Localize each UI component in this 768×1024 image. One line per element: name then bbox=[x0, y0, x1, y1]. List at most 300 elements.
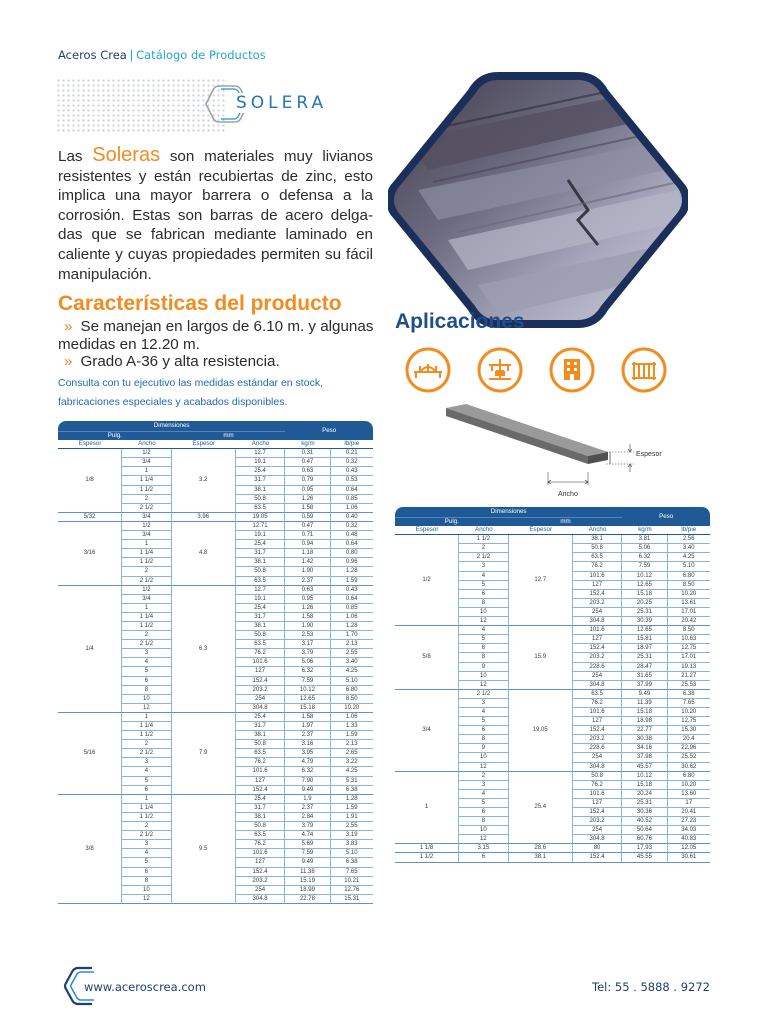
table-row bbox=[58, 449, 373, 458]
cell-ancho-mm: 152.4 bbox=[236, 677, 286, 686]
cell-ancho: 5 bbox=[459, 799, 509, 808]
cell-espesor-mm: 4.8 bbox=[172, 522, 236, 586]
cell-lbpie: 0.43 bbox=[331, 467, 373, 476]
cell-ancho-mm: 304.8 bbox=[573, 835, 623, 844]
cell-ancho-mm: 31.7 bbox=[236, 549, 286, 558]
cell-espesor: 1/2 bbox=[395, 535, 459, 626]
dimensions-table-1 bbox=[58, 421, 373, 904]
phone-number: Tel: 55 . 5888 . 9272 bbox=[592, 980, 710, 994]
cell-lbpie: 3.40 bbox=[331, 658, 373, 667]
cell-ancho-mm: 19.1 bbox=[236, 595, 286, 604]
cell-lbpie: 6.80 bbox=[668, 772, 710, 781]
cell-ancho-mm: 254 bbox=[236, 886, 286, 895]
cell-kgm: 1.42 bbox=[285, 558, 330, 567]
cell-espesor-mm: 28.6 bbox=[509, 844, 573, 853]
cell-espesor: 5/8 bbox=[395, 626, 459, 690]
cell-ancho: 1 bbox=[122, 795, 172, 804]
cell-ancho-mm: 50.8 bbox=[573, 772, 623, 781]
cell-kgm: 7.59 bbox=[622, 562, 667, 571]
cell-ancho: 3 bbox=[459, 781, 509, 790]
cell-lbpie: 0.64 bbox=[331, 486, 373, 495]
cell-ancho-mm: 50.8 bbox=[236, 631, 286, 640]
cell-lbpie: 7.65 bbox=[331, 868, 373, 877]
cell-ancho-mm: 304.8 bbox=[573, 681, 623, 690]
cell-lbpie: 1.06 bbox=[331, 504, 373, 513]
cell-kgm: 3.79 bbox=[285, 822, 330, 831]
cell-lbpie: 12.05 bbox=[668, 844, 710, 853]
cell-kgm: 3.16 bbox=[285, 740, 330, 749]
cell-lbpie: 6.80 bbox=[668, 572, 710, 581]
cell-ancho: 1 1/4 bbox=[122, 476, 172, 485]
cell-ancho-mm: 152.4 bbox=[236, 868, 286, 877]
cell-espesor-mm: 25.4 bbox=[509, 772, 573, 845]
cell-lbpie: 7.65 bbox=[668, 699, 710, 708]
cell-lbpie: 15.30 bbox=[668, 726, 710, 735]
cell-ancho-mm: 101.6 bbox=[236, 658, 286, 667]
cell-ancho-mm: 38.1 bbox=[236, 813, 286, 822]
cell-ancho-mm: 38.1 bbox=[573, 535, 623, 544]
cell-kgm: 31.65 bbox=[622, 672, 667, 681]
cell-kgm: 11.38 bbox=[285, 868, 330, 877]
cell-lbpie: 25.53 bbox=[668, 681, 710, 690]
cell-kgm: 3.81 bbox=[622, 535, 667, 544]
cell-ancho: 5 bbox=[459, 581, 509, 590]
cell-espesor-mm: 6.3 bbox=[172, 586, 236, 713]
header-brand bbox=[58, 48, 266, 62]
cell-kgm: 0.63 bbox=[285, 586, 330, 595]
cell-ancho-mm: 203.2 bbox=[573, 735, 623, 744]
cell-lbpie: 17 bbox=[668, 799, 710, 808]
cell-kgm: 15.81 bbox=[622, 635, 667, 644]
cell-ancho-mm: 63.5 bbox=[236, 749, 286, 758]
cell-ancho-mm: 254 bbox=[236, 695, 286, 704]
cell-lbpie: 5.10 bbox=[331, 849, 373, 858]
cell-ancho-mm: 50.8 bbox=[573, 544, 623, 553]
cell-ancho: 4 bbox=[459, 790, 509, 799]
cell-lbpie: 0.64 bbox=[331, 540, 373, 549]
cell-lbpie: 1.06 bbox=[331, 713, 373, 722]
fence-icon bbox=[621, 347, 667, 393]
cell-ancho-mm: 152.4 bbox=[236, 786, 286, 795]
cell-ancho-mm: 254 bbox=[573, 753, 623, 762]
cell-ancho-mm: 101.6 bbox=[573, 790, 623, 799]
cell-lbpie: 27.23 bbox=[668, 817, 710, 826]
cell-ancho: 2 bbox=[122, 631, 172, 640]
cell-ancho: 9 bbox=[459, 663, 509, 672]
cell-kgm: 20.25 bbox=[622, 599, 667, 608]
cell-kgm: 2.37 bbox=[285, 731, 330, 740]
cell-ancho-mm: 203.2 bbox=[573, 599, 623, 608]
cell-lbpie: 3.22 bbox=[331, 758, 373, 767]
cell-kgm: 9.49 bbox=[622, 690, 667, 699]
cell-kgm: 17.93 bbox=[622, 844, 667, 853]
cell-ancho: 5 bbox=[459, 635, 509, 644]
cell-espesor-mm: 15.9 bbox=[509, 626, 573, 690]
cell-ancho: 8 bbox=[459, 817, 509, 826]
cell-ancho-mm: 304.8 bbox=[236, 704, 286, 713]
cell-kgm: 15.18 bbox=[285, 704, 330, 713]
cell-ancho-mm: 228.6 bbox=[573, 744, 623, 753]
cell-ancho-mm: 25.4 bbox=[236, 795, 286, 804]
cell-ancho: 8 bbox=[459, 735, 509, 744]
cell-kgm: 5.06 bbox=[622, 544, 667, 553]
cell-lbpie: 1.28 bbox=[331, 567, 373, 576]
cell-kgm: 34.16 bbox=[622, 744, 667, 753]
cell-ancho-mm: 80 bbox=[573, 844, 623, 853]
cell-kgm: 9.49 bbox=[285, 858, 330, 867]
cell-ancho-mm: 38.1 bbox=[236, 622, 286, 631]
characteristics-title: Características del producto bbox=[58, 292, 342, 315]
cell-kgm: 3.79 bbox=[285, 649, 330, 658]
intro-body: son materiales muy livianos resistentes y están recubiertas de zinc, esto implica una mayor barrera o defensa a la corrosión. Estas son barras de acero delga-das que se fabrican mediante laminado en caliente y cuyas propiedades permiten su fácil manipulación. bbox=[58, 148, 373, 283]
cell-ancho-mm: 304.8 bbox=[236, 895, 286, 904]
cell-ancho-mm: 254 bbox=[573, 608, 623, 617]
cell-ancho: 3/4 bbox=[122, 458, 172, 467]
cell-ancho: 6 bbox=[459, 726, 509, 735]
table-row bbox=[395, 853, 710, 862]
cell-kgm: 40.52 bbox=[622, 817, 667, 826]
characteristics-list bbox=[58, 318, 378, 371]
cell-ancho-mm: 152.4 bbox=[573, 644, 623, 653]
cell-ancho: 2 bbox=[122, 495, 172, 504]
cell-ancho: 5 bbox=[459, 717, 509, 726]
cell-kgm: 0.95 bbox=[285, 486, 330, 495]
cell-lbpie: 3.40 bbox=[668, 544, 710, 553]
header-pulg: Pulg. bbox=[58, 431, 172, 440]
cell-ancho: 1 1/2 bbox=[122, 558, 172, 567]
cell-espesor: 3/16 bbox=[58, 522, 122, 586]
header-espesor-mm: Espesor bbox=[172, 440, 236, 449]
cell-ancho-mm: 152.4 bbox=[573, 808, 623, 817]
cell-ancho: 2 1/2 bbox=[122, 749, 172, 758]
cell-ancho: 1 bbox=[122, 713, 172, 722]
header-mm: mm bbox=[172, 431, 286, 440]
cell-ancho: 2 1/2 bbox=[459, 553, 509, 562]
cell-ancho-mm: 203.2 bbox=[573, 653, 623, 662]
cell-ancho-mm: 127 bbox=[573, 581, 623, 590]
cell-kgm: 10.12 bbox=[622, 772, 667, 781]
cell-ancho-mm: 38.1 bbox=[236, 486, 286, 495]
cell-ancho-mm: 76.2 bbox=[236, 649, 286, 658]
cell-lbpie: 19.13 bbox=[668, 663, 710, 672]
cell-kgm: 0.95 bbox=[285, 595, 330, 604]
cell-lbpie: 0.32 bbox=[331, 522, 373, 531]
cell-ancho: 4 bbox=[122, 767, 172, 776]
cell-ancho-mm: 203.2 bbox=[236, 686, 286, 695]
cell-ancho: 3 bbox=[122, 840, 172, 849]
cell-ancho-mm: 63.5 bbox=[236, 640, 286, 649]
cell-ancho-mm: 152.4 bbox=[573, 853, 623, 862]
cell-ancho: 2 bbox=[459, 544, 509, 553]
cell-kgm: 1.58 bbox=[285, 613, 330, 622]
cell-espesor: 1 1/8 bbox=[395, 844, 459, 853]
cell-ancho: 10 bbox=[459, 753, 509, 762]
cell-ancho-mm: 76.2 bbox=[236, 840, 286, 849]
cell-ancho-mm: 101.6 bbox=[573, 572, 623, 581]
cell-ancho: 5 bbox=[122, 858, 172, 867]
cell-kgm: 15.18 bbox=[622, 781, 667, 790]
building-icon bbox=[549, 347, 595, 393]
cell-ancho-mm: 63.5 bbox=[236, 831, 286, 840]
cell-ancho: 12 bbox=[122, 704, 172, 713]
cell-ancho-mm: 76.2 bbox=[573, 562, 623, 571]
cell-kgm: 2.53 bbox=[285, 631, 330, 640]
cell-ancho-mm: 25.4 bbox=[236, 604, 286, 613]
cell-kgm: 5.06 bbox=[285, 658, 330, 667]
header-espesor: Espesor bbox=[58, 440, 122, 449]
cell-ancho: 1 bbox=[122, 467, 172, 476]
cell-ancho: 3/4 bbox=[122, 513, 172, 522]
cell-lbpie: 1.59 bbox=[331, 577, 373, 586]
table-body-1 bbox=[58, 449, 373, 904]
cell-lbpie: 0.40 bbox=[331, 513, 373, 522]
cell-ancho: 2 1/2 bbox=[122, 504, 172, 513]
cell-kgm: 15.19 bbox=[285, 877, 330, 886]
cell-ancho-mm: 76.2 bbox=[236, 758, 286, 767]
table-row bbox=[395, 535, 710, 544]
header-ancho-mm: Ancho bbox=[573, 526, 623, 535]
cell-ancho: 8 bbox=[122, 877, 172, 886]
cell-ancho-mm: 63.5 bbox=[236, 504, 286, 513]
table-body-2 bbox=[395, 535, 710, 862]
cell-ancho: 5 bbox=[122, 777, 172, 786]
cell-ancho: 1 1/2 bbox=[122, 622, 172, 631]
table-row bbox=[395, 626, 710, 635]
cell-lbpie: 0.85 bbox=[331, 604, 373, 613]
catalog-name: Catálogo de Productos bbox=[136, 48, 266, 62]
cell-ancho: 9 bbox=[459, 744, 509, 753]
cell-kgm: 2.37 bbox=[285, 577, 330, 586]
cell-espesor: 3/8 bbox=[58, 795, 122, 904]
cell-kgm: 20.24 bbox=[622, 790, 667, 799]
cell-ancho: 1 bbox=[122, 540, 172, 549]
cell-kgm: 3.95 bbox=[285, 749, 330, 758]
cell-ancho-mm: 31.7 bbox=[236, 804, 286, 813]
cell-lbpie: 20.41 bbox=[668, 808, 710, 817]
cell-ancho: 2 1/2 bbox=[122, 831, 172, 840]
product-logo-word: SOLERA bbox=[233, 93, 330, 113]
cell-ancho-mm: 38.1 bbox=[236, 731, 286, 740]
cell-ancho-mm: 101.6 bbox=[236, 767, 286, 776]
cell-ancho-mm: 127 bbox=[573, 635, 623, 644]
cell-ancho: 10 bbox=[459, 826, 509, 835]
cell-ancho-mm: 31.7 bbox=[236, 476, 286, 485]
applications-icons bbox=[405, 347, 695, 397]
cell-ancho-mm: 76.2 bbox=[573, 699, 623, 708]
cell-lbpie: 30.62 bbox=[668, 763, 710, 772]
cell-ancho-mm: 127 bbox=[573, 799, 623, 808]
cell-lbpie: 0.48 bbox=[331, 531, 373, 540]
header-kgm: kg/m bbox=[622, 526, 667, 535]
cell-kgm: 45.55 bbox=[622, 853, 667, 862]
cell-ancho-mm: 101.6 bbox=[573, 626, 623, 635]
cell-kgm: 15.18 bbox=[622, 590, 667, 599]
cell-ancho-mm: 101.6 bbox=[236, 849, 286, 858]
cell-lbpie: 10.63 bbox=[668, 635, 710, 644]
cell-kgm: 12.65 bbox=[285, 695, 330, 704]
cell-lbpie: 1.59 bbox=[331, 731, 373, 740]
cell-lbpie: 2.56 bbox=[668, 535, 710, 544]
website-link[interactable]: www.aceroscrea.com bbox=[84, 980, 206, 994]
cell-espesor-mm: 19.05 bbox=[509, 690, 573, 772]
cell-kgm: 22.78 bbox=[285, 895, 330, 904]
cell-ancho-mm: 63.5 bbox=[236, 577, 286, 586]
product-photo bbox=[388, 70, 688, 330]
cell-lbpie: 17.01 bbox=[668, 608, 710, 617]
cell-kgm: 1.58 bbox=[285, 504, 330, 513]
cell-lbpie: 4.25 bbox=[331, 667, 373, 676]
cell-kgm: 2.37 bbox=[285, 804, 330, 813]
cell-kgm: 2.84 bbox=[285, 813, 330, 822]
cell-lbpie: 30.61 bbox=[668, 853, 710, 862]
header-mm: mm bbox=[509, 517, 623, 526]
cell-espesor: 5/16 bbox=[58, 713, 122, 795]
cell-kgm: 1.97 bbox=[285, 722, 330, 731]
characteristic-text: Se manejan en largos de 6.10 m. y algunas medidas en 12.20 m. bbox=[58, 318, 374, 353]
crane-icon bbox=[477, 347, 523, 393]
cell-ancho: 6 bbox=[459, 590, 509, 599]
brand-separator: | bbox=[129, 48, 134, 62]
cell-ancho: 1/2 bbox=[122, 522, 172, 531]
cell-kgm: 25.31 bbox=[622, 608, 667, 617]
cell-lbpie: 0.80 bbox=[331, 549, 373, 558]
cell-lbpie: 12.75 bbox=[668, 717, 710, 726]
cell-ancho: 12 bbox=[459, 681, 509, 690]
cell-lbpie: 12.76 bbox=[331, 886, 373, 895]
cell-kgm: 1.90 bbox=[285, 622, 330, 631]
cell-lbpie: 8.50 bbox=[668, 581, 710, 590]
characteristic-text: Grado A-36 y alta resistencia. bbox=[80, 353, 280, 370]
cell-ancho-mm: 50.8 bbox=[236, 567, 286, 576]
cell-lbpie: 25.52 bbox=[668, 753, 710, 762]
cell-ancho-mm: 19.1 bbox=[236, 531, 286, 540]
cell-espesor-mm: 38.1 bbox=[509, 853, 573, 862]
cell-lbpie: 2.13 bbox=[331, 640, 373, 649]
cell-ancho-mm: 12.71 bbox=[236, 522, 286, 531]
cell-kgm: 1.9 bbox=[285, 795, 330, 804]
cell-ancho: 1 bbox=[122, 604, 172, 613]
cell-lbpie: 1.70 bbox=[331, 631, 373, 640]
cell-kgm: 28.47 bbox=[622, 663, 667, 672]
cell-espesor: 1/4 bbox=[58, 586, 122, 713]
cell-ancho: 4 bbox=[122, 849, 172, 858]
header-ancho-mm: Ancho bbox=[236, 440, 286, 449]
cell-ancho: 2 bbox=[122, 740, 172, 749]
cell-lbpie: 0.53 bbox=[331, 476, 373, 485]
cell-lbpie: 8.50 bbox=[668, 626, 710, 635]
cell-lbpie: 10.20 bbox=[668, 781, 710, 790]
cell-kgm: 18.97 bbox=[622, 644, 667, 653]
header-dimensiones: Dimensiones bbox=[58, 421, 285, 431]
cell-kgm: 12.65 bbox=[622, 626, 667, 635]
header-ancho: Ancho bbox=[459, 526, 509, 535]
cell-ancho-mm: 63.5 bbox=[573, 553, 623, 562]
header-dimensiones: Dimensiones bbox=[395, 507, 622, 517]
cell-ancho: 6 bbox=[122, 786, 172, 795]
cell-lbpie: 1.59 bbox=[331, 804, 373, 813]
cell-lbpie: 3.19 bbox=[331, 831, 373, 840]
table-row bbox=[58, 713, 373, 722]
header-pulg: Pulg. bbox=[395, 517, 509, 526]
cell-ancho: 1 1/2 bbox=[459, 535, 509, 544]
cell-ancho-mm: 254 bbox=[573, 826, 623, 835]
cell-ancho-mm: 19.05 bbox=[236, 513, 286, 522]
cell-kgm: 18.99 bbox=[285, 886, 330, 895]
cell-lbpie: 21.27 bbox=[668, 672, 710, 681]
cell-espesor: 5/32 bbox=[58, 513, 122, 522]
cell-kgm: 4.74 bbox=[285, 831, 330, 840]
cell-lbpie: 0.64 bbox=[331, 595, 373, 604]
table-row bbox=[395, 844, 710, 853]
cell-lbpie: 13.61 bbox=[668, 599, 710, 608]
cell-ancho: 6 bbox=[122, 868, 172, 877]
product-logo bbox=[205, 82, 345, 126]
header-espesor: Espesor bbox=[395, 526, 459, 535]
cell-ancho: 8 bbox=[459, 599, 509, 608]
brand-name: Aceros Crea bbox=[58, 48, 127, 62]
characteristic-item bbox=[58, 318, 378, 353]
diagram-thickness-label: Espesor bbox=[636, 451, 662, 458]
cell-lbpie: 1.28 bbox=[331, 795, 373, 804]
dot-pattern bbox=[56, 78, 226, 134]
header-peso: Peso bbox=[285, 421, 373, 440]
cell-lbpie: 2.65 bbox=[331, 749, 373, 758]
cell-kgm: 12.65 bbox=[622, 581, 667, 590]
cell-kgm: 45.57 bbox=[622, 763, 667, 772]
cell-ancho-mm: 152.4 bbox=[573, 726, 623, 735]
header-lbpie: lb/pie bbox=[331, 440, 373, 449]
cell-ancho: 12 bbox=[459, 617, 509, 626]
cell-kgm: 0.47 bbox=[285, 458, 330, 467]
table-row bbox=[58, 795, 373, 804]
cell-ancho-mm: 12.7 bbox=[236, 586, 286, 595]
cell-ancho: 1 1/4 bbox=[122, 722, 172, 731]
cell-ancho: 1 1/4 bbox=[122, 549, 172, 558]
cell-ancho: 10 bbox=[122, 695, 172, 704]
header-peso: Peso bbox=[622, 507, 710, 526]
cell-ancho: 2 1/2 bbox=[122, 640, 172, 649]
cell-lbpie: 0.85 bbox=[331, 495, 373, 504]
cell-kgm: 10.12 bbox=[622, 572, 667, 581]
cell-kgm: 25.31 bbox=[622, 799, 667, 808]
table-row bbox=[395, 690, 710, 699]
cell-lbpie: 40.83 bbox=[668, 835, 710, 844]
bridge-icon bbox=[405, 347, 451, 393]
cell-ancho: 4 bbox=[459, 626, 509, 635]
cell-ancho: 10 bbox=[459, 672, 509, 681]
cell-ancho-mm: 19.1 bbox=[236, 458, 286, 467]
cell-kgm: 50.64 bbox=[622, 826, 667, 835]
cell-espesor-mm: 9.5 bbox=[172, 795, 236, 904]
cell-kgm: 37.99 bbox=[622, 681, 667, 690]
cell-kgm: 4.79 bbox=[285, 758, 330, 767]
cell-kgm: 30.36 bbox=[622, 808, 667, 817]
cell-ancho: 1 1/4 bbox=[122, 804, 172, 813]
cell-kgm: 11.39 bbox=[622, 699, 667, 708]
cell-ancho: 12 bbox=[459, 835, 509, 844]
cell-kgm: 0.31 bbox=[285, 449, 330, 458]
cell-kgm: 0.94 bbox=[285, 540, 330, 549]
cell-ancho: 2 1/2 bbox=[459, 690, 509, 699]
cell-ancho: 12 bbox=[122, 895, 172, 904]
cell-espesor: 3/4 bbox=[395, 690, 459, 772]
cell-ancho: 3 bbox=[122, 649, 172, 658]
cell-ancho-mm: 12.7 bbox=[236, 449, 286, 458]
bar-dimension-diagram bbox=[438, 400, 678, 505]
cell-lbpie: 6.80 bbox=[331, 686, 373, 695]
intro-highlight: Soleras bbox=[92, 144, 161, 166]
cell-ancho: 2 bbox=[459, 772, 509, 781]
